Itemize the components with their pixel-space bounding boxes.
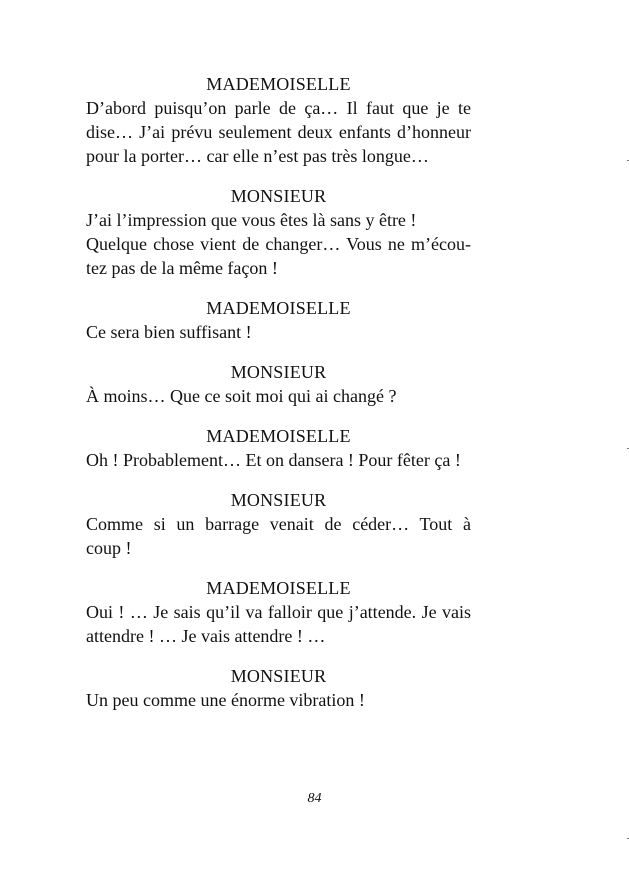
exchange-8 [86, 664, 471, 712]
dialogue-line: Oh ! Probablement… Et on dansera ! Pour fêter ça ! [86, 450, 461, 470]
speaker-name: MONSIEUR [230, 186, 327, 206]
speaker-name: MADEMOISELLE [206, 298, 351, 318]
speaker-name: MONSIEUR [230, 666, 327, 686]
page-number: 84 [307, 791, 322, 806]
dialogue-line: À moins… Que ce soit moi qui ai changé ? [86, 386, 397, 406]
speaker-name: MONSIEUR [230, 490, 327, 510]
exchange-1 [86, 72, 471, 168]
exchange-5 [86, 424, 471, 472]
speaker-name: MADEMOISELLE [206, 578, 351, 598]
dialogue-line: D’abord puisqu’on parle de ça… Il faut que je te [86, 98, 471, 118]
dialogue-line: J’ai l’impression que vous êtes là sans y être ! [86, 210, 417, 230]
exchange-4 [86, 360, 471, 408]
dialogue-line: Un peu comme une énorme vibration ! [86, 690, 365, 710]
dialogue-line: attendre ! … Je vais attendre ! … [86, 626, 326, 646]
dialogue-text [86, 72, 471, 728]
dialogue-line: coup ! [86, 538, 132, 558]
speaker-name: MADEMOISELLE [206, 426, 351, 446]
dialogue-line: Ce sera bien suffisant ! [86, 322, 252, 342]
dialogue-line: dise… J’ai prévu seulement deux enfants d’honneur [86, 122, 471, 142]
exchange-7 [86, 576, 471, 648]
dialogue-line: Quelque chose vient de changer… Vous ne m’écou- [86, 234, 471, 254]
dialogue-line: Comme si un barrage venait de céder… Tout à [86, 514, 471, 534]
dialogue-line: Oui ! … Je sais qu’il va falloir que j’attende. Je vais [86, 602, 471, 622]
speaker-name: MADEMOISELLE [206, 74, 351, 94]
exchange-3 [86, 296, 471, 344]
speaker-name: MONSIEUR [230, 362, 327, 382]
dialogue-line: pour la porter… car elle n’est pas très longue… [86, 146, 429, 166]
exchange-2 [86, 184, 471, 280]
dialogue-line: tez pas de la même façon ! [86, 258, 278, 278]
exchange-6 [86, 488, 471, 560]
